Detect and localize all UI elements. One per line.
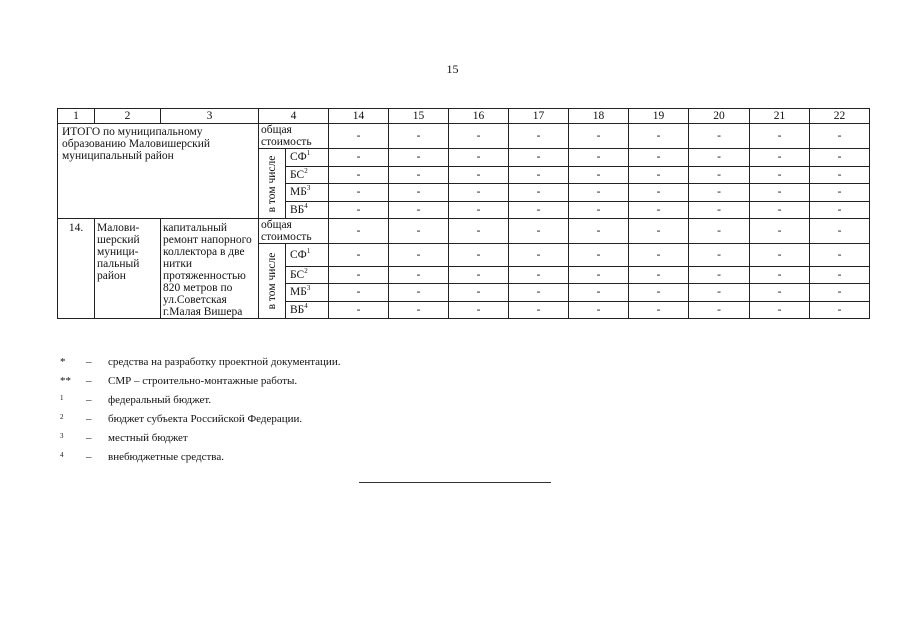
footnote-text: внебюджетные средства. — [108, 451, 224, 463]
value-cell: - — [449, 266, 509, 284]
value-cell: - — [449, 149, 509, 167]
footnote — [60, 432, 340, 451]
value-cell: - — [689, 301, 750, 319]
value-cell: - — [329, 201, 389, 219]
header-col-4: 4 — [259, 109, 329, 124]
value-cell: - — [750, 184, 810, 202]
value-cell: - — [389, 266, 449, 284]
value-cell: - — [509, 284, 569, 302]
footnote-text: федеральный бюджет. — [108, 394, 212, 406]
footnote-text: местный бюджет — [108, 432, 188, 444]
funding-code — [286, 266, 329, 284]
value-cell: - — [569, 301, 629, 319]
value-cell: - — [449, 124, 509, 149]
funding-code-text: СФ — [290, 248, 307, 261]
footnote-mark: 4 — [60, 451, 64, 459]
funding-code — [286, 284, 329, 302]
funding-code-text: ВБ — [290, 303, 305, 316]
header-col-year: 14 — [329, 109, 389, 124]
funding-code — [286, 166, 329, 184]
footnote — [60, 413, 340, 432]
including-label-text: в том числе — [266, 252, 278, 310]
header-col-year: 21 — [750, 109, 810, 124]
value-cell: - — [689, 184, 750, 202]
value-cell: - — [569, 184, 629, 202]
value-cell: - — [689, 219, 750, 244]
value-cell: - — [689, 284, 750, 302]
funding-code-footnote-mark: 4 — [304, 301, 308, 310]
value-cell: - — [689, 166, 750, 184]
funding-code — [286, 244, 329, 267]
value-cell: - — [810, 219, 870, 244]
value-cell: - — [689, 149, 750, 167]
value-cell: - — [629, 284, 689, 302]
footnote-text: СМР – строительно-монтажные работы. — [108, 375, 298, 387]
funding-code-footnote-mark: 2 — [304, 266, 308, 275]
value-cell: - — [389, 166, 449, 184]
funding-code-text: ВБ — [290, 203, 305, 216]
value-cell: - — [689, 244, 750, 267]
value-cell: - — [329, 149, 389, 167]
value-cell: - — [750, 284, 810, 302]
footnote-mark: 2 — [60, 413, 64, 421]
funding-code-footnote-mark: 3 — [306, 284, 311, 293]
value-cell: - — [750, 201, 810, 219]
value-cell: - — [569, 284, 629, 302]
footnote-mark: 1 — [60, 394, 64, 402]
funding-code-footnote-mark: 2 — [304, 166, 308, 175]
total-label: ИТОГО по муниципальному образованию Маловишерский муниципальный район — [58, 124, 259, 219]
value-cell: - — [689, 124, 750, 149]
footnote-dash: – — [86, 394, 92, 406]
value-cell: - — [629, 124, 689, 149]
header-col-year: 17 — [509, 109, 569, 124]
footnote-dash: – — [86, 356, 92, 368]
item-number: 14. — [58, 219, 95, 319]
value-cell: - — [329, 124, 389, 149]
value-cell: - — [569, 244, 629, 267]
value-cell: - — [389, 244, 449, 267]
value-cell: - — [389, 301, 449, 319]
header-col-year: 16 — [449, 109, 509, 124]
value-cell: - — [810, 201, 870, 219]
value-cell: - — [689, 266, 750, 284]
value-cell: - — [509, 166, 569, 184]
funding-code-footnote-mark: 1 — [306, 246, 311, 255]
page-number: 15 — [446, 62, 459, 76]
value-cell: - — [629, 149, 689, 167]
value-cell: - — [569, 201, 629, 219]
value-cell: - — [569, 166, 629, 184]
value-cell: - — [810, 266, 870, 284]
footnote — [60, 356, 340, 375]
header-col-year: 19 — [629, 109, 689, 124]
value-cell: - — [509, 219, 569, 244]
value-cell: - — [629, 244, 689, 267]
funding-code — [286, 201, 329, 219]
value-cell: - — [810, 149, 870, 167]
value-cell: - — [810, 301, 870, 319]
funding-code-footnote-mark: 1 — [306, 149, 311, 158]
header-col-year: 22 — [810, 109, 870, 124]
funding-code — [286, 149, 329, 167]
value-cell: - — [750, 166, 810, 184]
value-cell: - — [569, 124, 629, 149]
total-cost-label: общая стоимость — [259, 124, 329, 149]
value-cell: - — [389, 149, 449, 167]
funding-code-footnote-mark: 3 — [306, 184, 311, 193]
footnote-text: средства на разработку проектной документации. — [108, 356, 341, 368]
funding-code-text: БС — [290, 168, 305, 181]
value-cell: - — [449, 284, 509, 302]
funding-code-text: БС — [290, 268, 305, 281]
including-label — [259, 244, 286, 319]
value-cell: - — [569, 219, 629, 244]
value-cell: - — [629, 166, 689, 184]
value-cell: - — [509, 124, 569, 149]
value-cell: - — [750, 124, 810, 149]
footnote-dash: – — [86, 451, 92, 463]
header-row — [58, 109, 870, 124]
value-cell: - — [449, 184, 509, 202]
value-cell: - — [810, 184, 870, 202]
funding-code-footnote-mark: 4 — [304, 201, 308, 210]
value-cell: - — [750, 301, 810, 319]
value-cell: - — [629, 266, 689, 284]
value-cell: - — [509, 201, 569, 219]
value-cell: - — [810, 284, 870, 302]
value-cell: - — [389, 184, 449, 202]
footnote — [60, 394, 340, 413]
header-col-2: 2 — [95, 109, 161, 124]
total-cost-label: общая стоимость — [259, 219, 329, 244]
value-cell: - — [329, 166, 389, 184]
value-cell: - — [329, 244, 389, 267]
value-cell: - — [449, 219, 509, 244]
footnote-mark: ** — [60, 375, 71, 387]
funding-code — [286, 301, 329, 319]
value-cell: - — [810, 124, 870, 149]
value-cell: - — [329, 219, 389, 244]
footnote-dash: – — [86, 413, 92, 425]
value-cell: - — [569, 266, 629, 284]
footnote — [60, 451, 340, 470]
footnote-mark: 3 — [60, 432, 64, 440]
value-cell: - — [509, 184, 569, 202]
value-cell: - — [629, 301, 689, 319]
value-cell: - — [509, 301, 569, 319]
value-cell: - — [509, 149, 569, 167]
header-col-year: 20 — [689, 109, 750, 124]
including-label — [259, 149, 286, 219]
value-cell: - — [329, 266, 389, 284]
header-col-year: 15 — [389, 109, 449, 124]
value-cell: - — [810, 166, 870, 184]
value-cell: - — [509, 244, 569, 267]
header-col-1: 1 — [58, 109, 95, 124]
value-cell: - — [750, 244, 810, 267]
footnote-dash: – — [86, 375, 92, 387]
budget-table — [57, 108, 870, 319]
value-cell: - — [389, 124, 449, 149]
header-col-3: 3 — [161, 109, 259, 124]
value-cell: - — [329, 301, 389, 319]
closing-rule — [359, 482, 551, 483]
value-cell: - — [329, 184, 389, 202]
value-cell: - — [750, 266, 810, 284]
footnotes — [60, 356, 340, 470]
footnote-dash: – — [86, 432, 92, 444]
funding-code-text: СФ — [290, 151, 307, 164]
value-cell: - — [449, 201, 509, 219]
including-label-text: в том числе — [266, 155, 278, 212]
funding-code-text: МБ — [290, 286, 307, 299]
footnote-mark: * — [60, 356, 66, 368]
footnote — [60, 375, 340, 394]
value-cell: - — [569, 149, 629, 167]
item-description: капитальный ремонт напорного коллектора в две нитки протяженностью 820 метров по ул.Советская г.Малая Вишера — [161, 219, 259, 319]
value-cell: - — [389, 284, 449, 302]
value-cell: - — [810, 244, 870, 267]
value-cell: - — [689, 201, 750, 219]
item-district: Маловишерский муниципальный район — [95, 219, 161, 319]
funding-code-text: МБ — [290, 186, 307, 199]
header-col-year: 18 — [569, 109, 629, 124]
value-cell: - — [449, 244, 509, 267]
value-cell: - — [389, 219, 449, 244]
value-cell: - — [329, 284, 389, 302]
value-cell: - — [449, 166, 509, 184]
funding-code — [286, 184, 329, 202]
value-cell: - — [750, 149, 810, 167]
value-cell: - — [389, 201, 449, 219]
value-cell: - — [750, 219, 810, 244]
footnote-text: бюджет субъекта Российской Федерации. — [108, 413, 303, 425]
value-cell: - — [629, 184, 689, 202]
value-cell: - — [449, 301, 509, 319]
value-cell: - — [629, 219, 689, 244]
value-cell: - — [629, 201, 689, 219]
value-cell: - — [509, 266, 569, 284]
